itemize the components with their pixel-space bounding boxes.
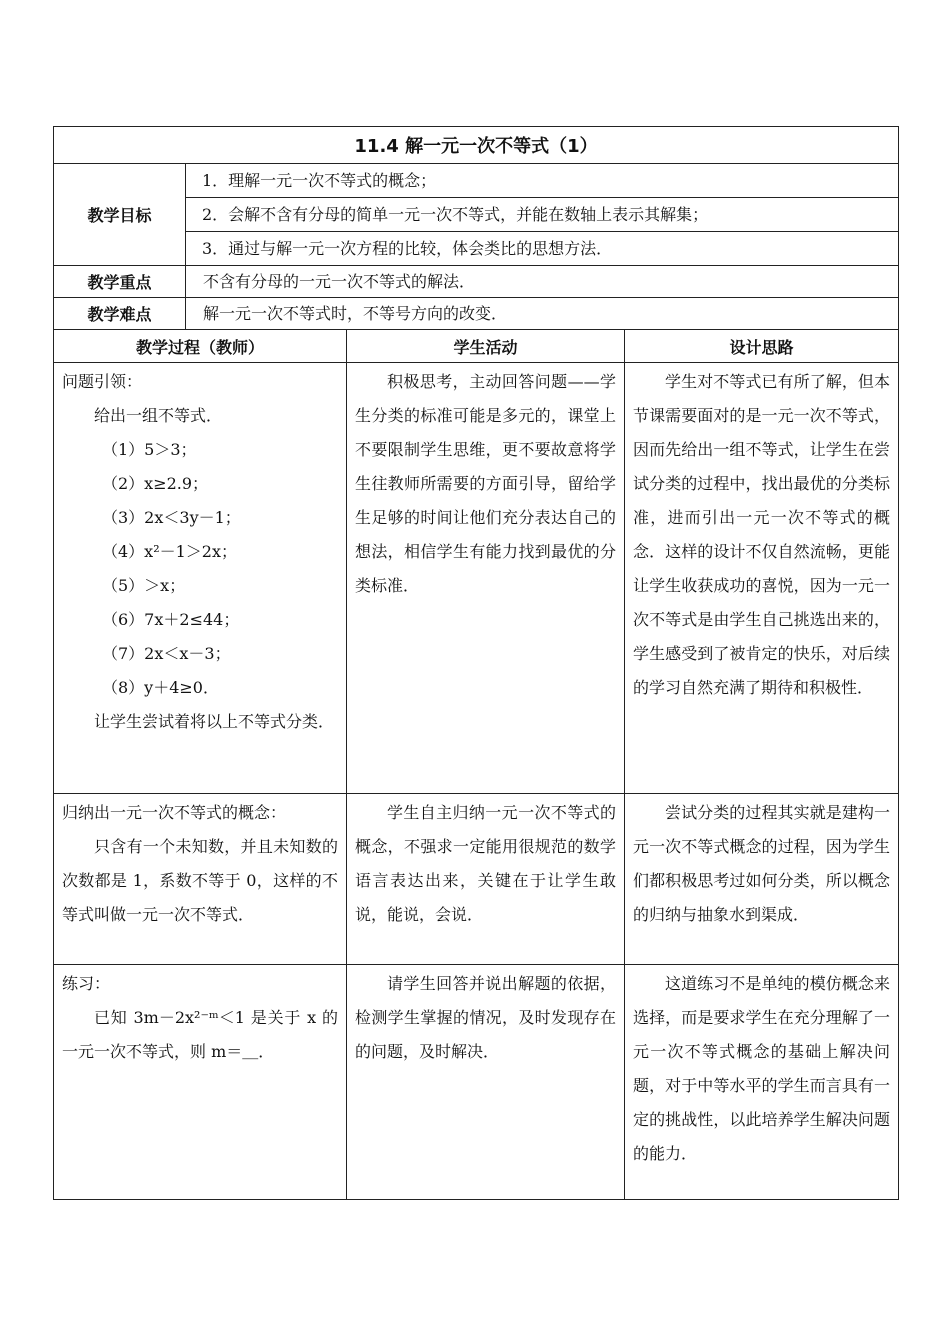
goal-item-2: 2．会解不含有分母的简单一元一次不等式，并能在数轴上表示其解集； — [186, 198, 898, 232]
key-point-label: 教学重点 — [54, 266, 186, 298]
inequality-2: （2）x≥2.9； — [102, 474, 209, 493]
inequality-6: （6）7x＋2≤44； — [102, 610, 240, 629]
section-2-teacher — [54, 794, 347, 965]
section-3-body: 已知 3m－2x²⁻ᵐ＜1 是关于 x 的一元一次不等式，则 m＝＿． — [62, 1008, 338, 1061]
section-2-student — [347, 794, 625, 965]
design-column-header: 设计思路 — [625, 330, 899, 363]
student-column-header: 学生活动 — [347, 330, 625, 363]
column-header-row — [54, 330, 899, 363]
lesson-plan-sheet — [53, 126, 898, 1200]
section-2-heading: 归纳出一元一次不等式的概念： — [62, 803, 287, 822]
section-1-design-text: 学生对不等式已有所了解，但本节课需要面对的是一元一次不等式，因而先给出一组不等式，让学生在尝试分类的过程中，找出最优的分类标准，进而引出一元一次不等式的概念．这样的设计不仅自然流畅，更能让学生收获成功的喜悦，因为一元一次不等式是由学生自己挑选出来的，学生感受到了被肯定的快乐，对后续的学习自然充满了期待和积极性． — [633, 372, 891, 697]
inequality-3: （3）2x＜3y－1； — [102, 508, 241, 527]
inequality-5: （5）＞x； — [102, 576, 186, 595]
difficulty-row — [54, 298, 899, 330]
title-row — [54, 127, 899, 164]
section-2-design — [625, 794, 899, 965]
teacher-column-header: 教学过程（教师） — [54, 330, 347, 363]
goal-item-3: 3．通过与解一元一次方程的比较，体会类比的思想方法． — [202, 239, 613, 258]
section-2-design-text: 尝试分类的过程其实就是建构一元一次不等式概念的过程，因为学生们都积极思考过如何分类，所以概念的归纳与抽象水到渠成． — [633, 803, 891, 924]
difficulty-text: 解一元一次不等式时，不等号方向的改变． — [186, 298, 899, 330]
goals-row — [54, 164, 899, 266]
section-1-heading: 问题引领： — [62, 372, 143, 391]
goals-label: 教学目标 — [54, 164, 186, 266]
section-1-row — [54, 363, 899, 794]
difficulty-label: 教学难点 — [54, 298, 186, 330]
section-1-intro: 给出一组不等式． — [94, 406, 223, 425]
lesson-plan-table — [53, 126, 899, 1200]
inequality-1: （1）5＞3； — [102, 440, 197, 459]
inequality-4: （4）x²－1＞2x； — [102, 542, 238, 561]
section-3-design-text: 这道练习不是单纯的模仿概念来选择，而是要求学生在充分理解了一元一次不等式概念的基础上解决问题，对于中等水平的学生而言具有一定的挑战性，以此培养学生解决问题的能力． — [633, 974, 891, 1163]
goals-content — [186, 164, 899, 266]
key-point-text: 不含有分母的一元一次不等式的解法． — [186, 266, 899, 298]
section-3-design — [625, 965, 899, 1200]
inequality-7: （7）2x＜x－3； — [102, 644, 231, 663]
key-point-row — [54, 266, 899, 298]
lesson-title: 11.4 解一元一次不等式（1） — [54, 127, 899, 164]
goal-item-1: 1．理解一元一次不等式的概念； — [186, 164, 898, 198]
section-1-student — [347, 363, 625, 794]
section-2-student-text: 学生自主归纳一元一次不等式的概念，不强求一定能用很规范的数学语言表达出来，关键在于让学生敢说，能说，会说． — [355, 803, 616, 924]
section-2-body: 只含有一个未知数，并且未知数的次数都是 1，系数不等于 0，这样的不等式叫做一元一次不等式． — [62, 837, 338, 924]
section-3-student — [347, 965, 625, 1200]
section-3-heading: 练习： — [62, 974, 111, 993]
section-1-student-text: 积极思考，主动回答问题——学生分类的标准可能是多元的，课堂上不要限制学生思维，更不要故意将学生往教师所需要的方面引导，留给学生足够的时间让他们充分表达自己的想法，相信学生有能力找到最优的分类标准． — [355, 372, 616, 595]
section-1-outro: 让学生尝试着将以上不等式分类． — [94, 712, 335, 731]
section-3-student-text: 请学生回答并说出解题的依据，检测学生掌握的情况，及时发现存在的问题，及时解决． — [355, 974, 616, 1061]
section-3-row — [54, 965, 899, 1200]
section-1-teacher — [54, 363, 347, 794]
section-3-teacher — [54, 965, 347, 1200]
section-1-design — [625, 363, 899, 794]
section-2-row — [54, 794, 899, 965]
inequality-8: （8）y＋4≥0． — [102, 678, 219, 697]
